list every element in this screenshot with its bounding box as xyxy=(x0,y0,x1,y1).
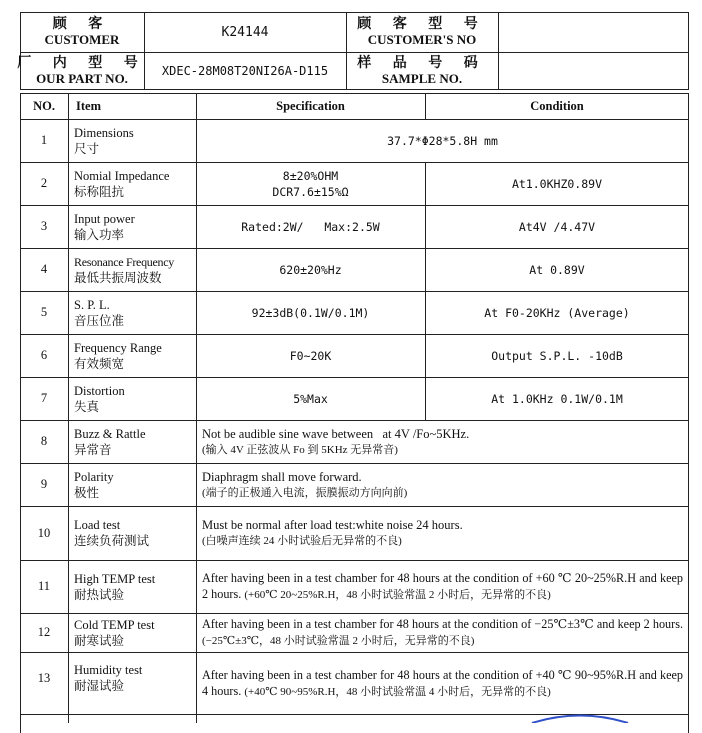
col-header-specification: Specification xyxy=(276,98,345,113)
sample-no-value xyxy=(498,52,689,90)
row-8-no: 8 xyxy=(40,434,48,448)
row-5-spec: 92±3dB(0.1W/0.1M) xyxy=(251,305,370,320)
row-10-spec xyxy=(196,506,689,560)
row-5-item xyxy=(68,291,196,334)
row-9-no: 9 xyxy=(40,477,48,491)
stamp-arc xyxy=(530,712,630,723)
row-9-spec-cn: (端子的正极通入电流，振膜振动方向向前) xyxy=(202,486,408,499)
row-8-item-en: Buzz & Rattle xyxy=(74,426,146,441)
row-6-spec: F0~20K xyxy=(289,348,332,363)
row-7-item-en: Distortion xyxy=(74,383,125,398)
row-7-item xyxy=(68,377,196,420)
row-9-item xyxy=(68,463,196,506)
row-9-spec xyxy=(196,463,689,506)
row-8-spec-en: Not be audible sine wave between at 4V /Fo~5KHz. xyxy=(202,426,470,441)
row-1-item xyxy=(68,119,196,162)
row-11-item-en: High TEMP test xyxy=(74,571,156,586)
row-2-spec-dcr: DCR7.6±15%Ω xyxy=(272,184,349,199)
row-5-no: 5 xyxy=(40,305,48,319)
row-4-condition: At 0.89V xyxy=(529,262,585,277)
row-10-no: 10 xyxy=(37,525,51,540)
col-header-condition: Condition xyxy=(530,98,584,113)
row-1-item-cn: 尺寸 xyxy=(74,141,100,156)
row-4-item-en: Resonance Frequency xyxy=(74,254,174,269)
sample-no-label-cn: 样 品 号 码 xyxy=(357,56,487,71)
row-10-spec-cn: (白噪声连续 24 小时试验后无异常的不良) xyxy=(202,535,402,547)
customer-label xyxy=(20,12,144,52)
customer-no-label xyxy=(346,12,498,52)
row-2-item-en: Nomial Impedance xyxy=(74,168,170,183)
customer-label-en: CUSTOMER xyxy=(44,32,120,47)
row-7-no: 7 xyxy=(40,391,48,405)
row-8-item-cn: 异常音 xyxy=(74,442,112,457)
row-6-no: 6 xyxy=(40,348,48,362)
row-13-no: 13 xyxy=(37,670,51,685)
row-3-condition: At4V /4.47V xyxy=(518,219,596,234)
row-11-item-cn: 耐热试验 xyxy=(74,587,125,602)
row-2-condition: At1.0KHZ0.89V xyxy=(511,176,602,191)
row-13-item-en: Humidity test xyxy=(74,663,143,677)
col-header-no: NO. xyxy=(33,98,55,113)
row-6-item-en: Frequency Range xyxy=(74,340,162,355)
row-9-item-cn: 极性 xyxy=(74,485,100,500)
row-2-spec-impedance: 8±20%OHM xyxy=(282,168,339,183)
row-1-no: 1 xyxy=(40,133,48,147)
row-11-spec-en: After having been in a test chamber for 48 hours at the condition of +60 ℃ 20~25%R.H and keep 2 hours. xyxy=(202,571,683,601)
row-2-no: 2 xyxy=(40,176,48,190)
row-10-item-cn: 连续负荷测试 xyxy=(74,534,150,548)
row-9-item-en: Polarity xyxy=(74,469,114,484)
row-4-no: 4 xyxy=(40,262,48,276)
row-1-item-en: Dimensions xyxy=(74,125,134,140)
row-3-item-cn: 输入功率 xyxy=(74,227,125,242)
row-12-spec-en: After having been in a test chamber for 48 hours at the condition of −25℃±3℃ and keep 2 hours. xyxy=(202,617,683,631)
row-5-item-en: S. P. L. xyxy=(74,297,110,312)
row-1-spec: 37.7*Φ28*5.8H mm xyxy=(387,133,498,148)
row-2-spec xyxy=(196,162,425,205)
row-3-no: 3 xyxy=(40,219,48,233)
row-12-no: 12 xyxy=(37,625,51,639)
row-13-spec-en: After having been in a test chamber for 48 hours at the condition of +40 ℃ 90~95%R.H and keep 4 hours. xyxy=(202,667,683,698)
row-10-item-en: Load test xyxy=(74,518,121,532)
row-11-spec-cn: (+60℃ 20~25%R.H，48 小时试验常温 2 小时后，无异常的不良) xyxy=(244,589,551,601)
row-6-item-cn: 有效频宽 xyxy=(74,356,125,371)
our-part-label-cn: 厂 内 型 号 xyxy=(17,56,147,71)
row-12-spec-cn: (−25℃±3℃，48 小时试验常温 2 小时后，无异常的不良) xyxy=(202,635,475,647)
row-12-spec xyxy=(196,613,689,652)
row-7-item-cn: 失真 xyxy=(74,399,100,414)
row-4-item-cn: 最低共振周波数 xyxy=(74,270,162,285)
our-part-value: XDEC-28M08T20NI26A-D115 xyxy=(161,64,329,78)
sample-no-label xyxy=(346,52,498,90)
customer-value: K24144 xyxy=(221,24,269,40)
row-7-condition: At 1.0KHz 0.1W/0.1M xyxy=(491,391,623,406)
row-6-item xyxy=(68,334,196,377)
row-8-spec-cn: (输入 4V 正弦波从 Fo 到 5KHz 无异常音) xyxy=(202,443,398,456)
row-7-spec: 5%Max xyxy=(293,391,328,406)
our-part-label-en: OUR PART NO. xyxy=(36,71,128,86)
row-8-item xyxy=(68,420,196,463)
row-13-spec-cn: (+40℃ 90~95%R.H，48 小时试验常温 4 小时后，无异常的不良) xyxy=(244,685,551,698)
row-3-item xyxy=(68,205,196,248)
customer-no-label-en: CUSTOMER'S NO xyxy=(367,32,477,47)
customer-no-label-cn: 顾 客 型 号 xyxy=(357,17,487,32)
row-4-spec: 620±20%Hz xyxy=(279,262,342,277)
row-11-spec xyxy=(196,560,689,613)
row-3-spec: Rated:2W/ Max:2.5W xyxy=(241,219,380,234)
row-11-no: 11 xyxy=(37,579,51,593)
row-3-item-en: Input power xyxy=(74,211,135,226)
customer-label-cn: 顾 客 xyxy=(52,17,112,32)
row-13-item-cn: 耐湿试验 xyxy=(74,679,125,693)
our-part-label xyxy=(17,52,147,90)
row-13-spec xyxy=(196,652,689,714)
row-2-item xyxy=(68,162,196,205)
row-13-item xyxy=(68,652,196,704)
row-12-item-cn: 耐寒试验 xyxy=(74,633,125,648)
row-10-spec-en: Must be normal after load test:white noise 24 hours. xyxy=(202,518,463,532)
row-10-item xyxy=(68,506,196,560)
row-11-item xyxy=(68,560,196,613)
row-5-item-cn: 音压位准 xyxy=(74,313,125,328)
sample-no-label-en: SAMPLE NO. xyxy=(381,71,463,86)
row-12-item xyxy=(68,613,196,652)
customer-no-value xyxy=(498,12,689,52)
row-5-condition: At F0-20KHz (Average) xyxy=(484,305,630,320)
row-4-item xyxy=(68,248,196,291)
row-6-condition: Output S.P.L. -10dB xyxy=(491,348,623,363)
col-header-item: Item xyxy=(76,98,101,113)
row-2-item-cn: 标称阻抗 xyxy=(74,184,125,199)
row-12-item-en: Cold TEMP test xyxy=(74,617,155,632)
row-8-spec xyxy=(196,420,689,463)
row-9-spec-en: Diaphragm shall move forward. xyxy=(202,469,362,484)
